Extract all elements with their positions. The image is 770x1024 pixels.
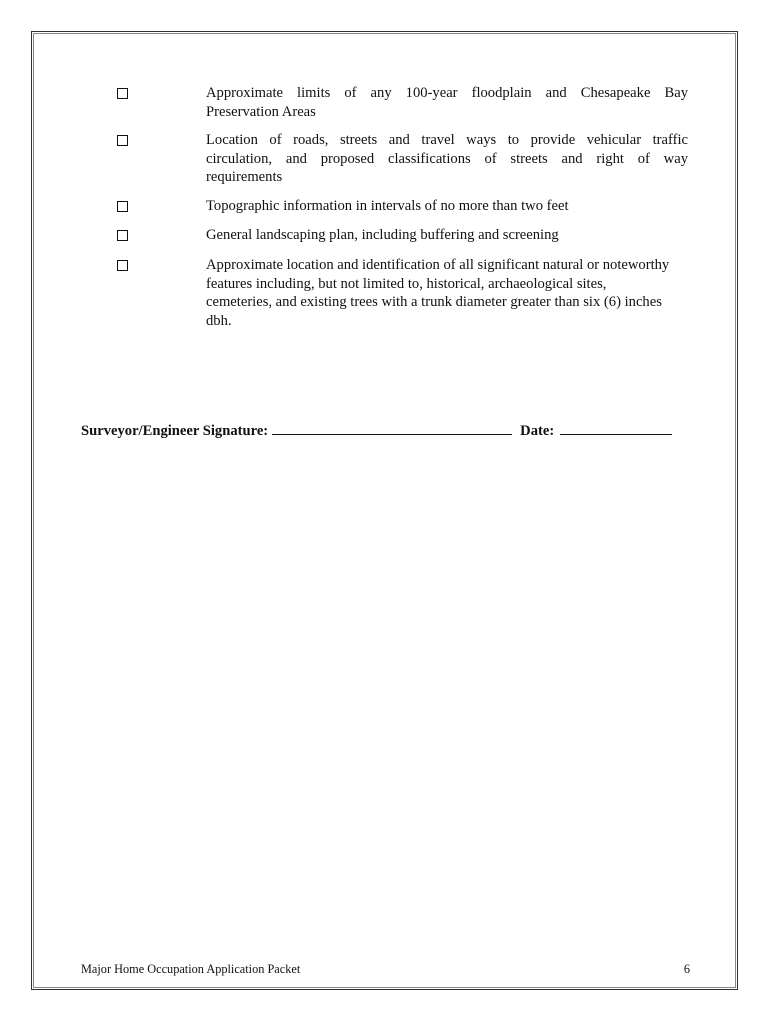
signature-row xyxy=(81,420,672,440)
text-line: Location of roads, streets and travel ways to provide vehicular traffic xyxy=(206,132,688,148)
text-line: Preservation Areas xyxy=(206,103,316,120)
text-line: cemeteries, and existing trees with a trunk diameter greater than six (6) inches xyxy=(206,294,662,311)
checklist-item-roads xyxy=(0,131,770,197)
checklist-item-text xyxy=(206,131,688,187)
checklist-item-natural-features xyxy=(0,256,770,334)
signature-field[interactable] xyxy=(272,420,512,435)
checklist-item-floodplain xyxy=(0,84,770,131)
page-number: 6 xyxy=(683,962,690,976)
checkbox-landscaping[interactable] xyxy=(117,230,128,241)
text-line: dbh. xyxy=(206,313,232,330)
checkbox-roads[interactable] xyxy=(117,135,128,146)
text-line: requirements xyxy=(206,169,283,186)
checklist xyxy=(0,84,770,334)
checkbox-topographic[interactable] xyxy=(117,201,128,212)
footer-title: Major Home Occupation Application Packet xyxy=(81,962,301,976)
text-line: Approximate limits of any 100-year floodplain and Chesapeake Bay xyxy=(206,85,688,101)
signature-label: Surveyor/Engineer Signature: xyxy=(81,423,269,439)
text-line: features including, but not limited to, historical, archaeological sites, xyxy=(206,275,607,292)
checkbox-natural-features[interactable] xyxy=(117,260,128,271)
text-line: Topographic information in intervals of no more than two feet xyxy=(206,198,569,214)
text-line: circulation, and proposed classifications of streets and right of way xyxy=(206,150,688,167)
checklist-item-text xyxy=(206,84,688,121)
checklist-item-text xyxy=(206,226,688,245)
checklist-item-topographic xyxy=(0,197,770,226)
page-footer xyxy=(81,962,690,977)
checklist-item-text xyxy=(206,256,688,331)
date-field[interactable] xyxy=(560,420,672,435)
date-label: Date: xyxy=(520,423,555,439)
text-line: General landscaping plan, including buffering and screening xyxy=(206,227,559,243)
checklist-item-text xyxy=(206,197,688,216)
text-line: Approximate location and identification of all significant natural or noteworthy xyxy=(206,257,670,273)
checklist-item-landscaping xyxy=(0,226,770,256)
checkbox-floodplain[interactable] xyxy=(117,88,128,99)
